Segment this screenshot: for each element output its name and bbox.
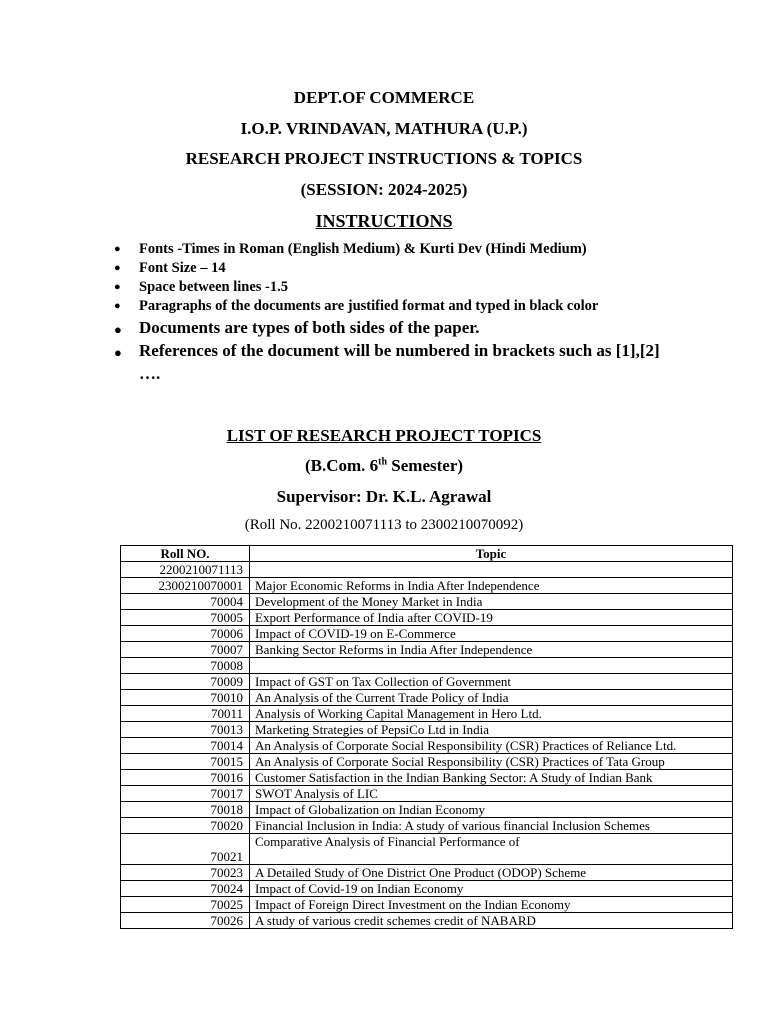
table-row [121, 626, 733, 642]
instruction-item [114, 278, 674, 297]
table-row [121, 690, 733, 706]
instruction-text: Documents are types of both sides of the paper. [139, 318, 480, 337]
table-row [121, 786, 733, 802]
topic-cell: Banking Sector Reforms in India After Independence [250, 642, 733, 658]
table-row [121, 818, 733, 834]
roll-number-cell: 70015 [121, 754, 250, 770]
table-row [121, 658, 733, 674]
roll-number-cell: 70020 [121, 818, 250, 834]
roll-number-cell: 70013 [121, 722, 250, 738]
bullet-icon: ● [114, 281, 121, 293]
table-row [121, 802, 733, 818]
instruction-item [114, 339, 674, 385]
topic-cell: Impact of Foreign Direct Investment on the Indian Economy [250, 897, 733, 913]
bullet-icon: ● [114, 243, 121, 255]
topic-cell: Export Performance of India after COVID-19 [250, 610, 733, 626]
table-row [121, 674, 733, 690]
topic-cell: Impact of COVID-19 on E-Commerce [250, 626, 733, 642]
table-row [121, 562, 733, 578]
roll-number-cell: 70004 [121, 594, 250, 610]
table-row [121, 706, 733, 722]
roll-number-cell: 70014 [121, 738, 250, 754]
instruction-item [114, 297, 674, 316]
semester-superscript: th [378, 456, 388, 468]
table-row [121, 834, 733, 865]
topics-table [120, 545, 733, 929]
topic-cell: Comparative Analysis of Financial Performance of [250, 834, 733, 865]
session-label: (SESSION: 2024-2025) [300, 180, 468, 199]
topic-cell: Customer Satisfaction in the Indian Banking Sector: A Study of Indian Bank [250, 770, 733, 786]
instruction-item [114, 316, 674, 339]
header-topic: Topic [250, 546, 733, 562]
table-row [121, 881, 733, 897]
roll-number-cell: 70006 [121, 626, 250, 642]
table-row [121, 738, 733, 754]
roll-number-cell: 70011 [121, 706, 250, 722]
department-title: DEPT.OF COMMERCE [293, 88, 475, 107]
roll-number-cell: 70008 [121, 658, 250, 674]
instructions-heading: INSTRUCTIONS [315, 211, 453, 231]
table-row [121, 594, 733, 610]
topics-heading: LIST OF RESEARCH PROJECT TOPICS [226, 426, 542, 445]
roll-number-cell: 70017 [121, 786, 250, 802]
semester-suffix: Semester) [387, 456, 464, 475]
roll-number-cell: 70026 [121, 913, 250, 929]
supervisor-label: Supervisor: Dr. K.L. Agrawal [276, 487, 492, 506]
topic-cell: Impact of GST on Tax Collection of Government [250, 674, 733, 690]
instruction-text: Font Size – 14 [139, 260, 226, 276]
roll-number-cell: 70024 [121, 881, 250, 897]
table-row [121, 754, 733, 770]
roll-number-cell: 70023 [121, 865, 250, 881]
table-row [121, 610, 733, 626]
roll-number-cell: 70007 [121, 642, 250, 658]
instruction-text: References of the document will be numbered in brackets such as [1],[2] …. [139, 341, 660, 383]
table-row [121, 897, 733, 913]
instruction-item [114, 240, 674, 259]
topic-cell: An Analysis of the Current Trade Policy of India [250, 690, 733, 706]
topic-cell: A Detailed Study of One District One Product (ODOP) Scheme [250, 865, 733, 881]
instruction-text: Paragraphs of the documents are justified format and typed in black color [139, 298, 599, 314]
table-row [121, 722, 733, 738]
bullet-icon: ● [114, 345, 122, 360]
roll-range: (Roll No. 2200210071113 to 2300210070092) [244, 517, 524, 533]
bullet-icon: ● [114, 300, 121, 312]
topic-cell: Marketing Strategies of PepsiCo Ltd in India [250, 722, 733, 738]
topic-cell: Financial Inclusion in India: A study of various financial Inclusion Schemes [250, 818, 733, 834]
topic-cell: Development of the Money Market in India [250, 594, 733, 610]
table-row [121, 770, 733, 786]
roll-number-cell: 70025 [121, 897, 250, 913]
bullet-icon: ● [114, 262, 121, 274]
topic-cell: An Analysis of Corporate Social Responsibility (CSR) Practices of Tata Group [250, 754, 733, 770]
roll-number-cell: 70009 [121, 674, 250, 690]
roll-number-cell: 70010 [121, 690, 250, 706]
table-row [121, 578, 733, 594]
table-row [121, 913, 733, 929]
roll-number-cell: 70016 [121, 770, 250, 786]
roll-number-cell: 2300210070001 [121, 578, 250, 594]
document-title: RESEARCH PROJECT INSTRUCTIONS & TOPICS [185, 149, 583, 168]
topic-cell: SWOT Analysis of LIC [250, 786, 733, 802]
roll-number-cell: 70021 [121, 834, 250, 865]
instruction-item [114, 259, 674, 278]
topic-cell [250, 658, 733, 674]
table-row [121, 642, 733, 658]
header-roll: Roll NO. [121, 546, 250, 562]
roll-number-cell: 70018 [121, 802, 250, 818]
topic-cell: Analysis of Working Capital Management in Hero Ltd. [250, 706, 733, 722]
roll-number-cell: 2200210071113 [121, 562, 250, 578]
table-body [121, 562, 733, 929]
table-header-row [121, 546, 733, 562]
instruction-text: Fonts -Times in Roman (English Medium) & Kurti Dev (Hindi Medium) [139, 241, 587, 257]
semester-label [0, 456, 768, 476]
topic-cell [250, 562, 733, 578]
bullet-icon: ● [114, 322, 122, 337]
instructions-list [114, 240, 674, 385]
topic-cell: Impact of Covid-19 on Indian Economy [250, 881, 733, 897]
semester-prefix: (B.Com. 6 [304, 456, 379, 475]
topic-cell: An Analysis of Corporate Social Responsibility (CSR) Practices of Reliance Ltd. [250, 738, 733, 754]
table-row [121, 865, 733, 881]
topic-cell: Impact of Globalization on Indian Economy [250, 802, 733, 818]
topic-cell: Major Economic Reforms in India After Independence [250, 578, 733, 594]
institute-name: I.O.P. VRINDAVAN, MATHURA (U.P.) [240, 119, 528, 138]
roll-number-cell: 70005 [121, 610, 250, 626]
topic-cell: A study of various credit schemes credit of NABARD [250, 913, 733, 929]
instruction-text: Space between lines -1.5 [139, 279, 289, 295]
